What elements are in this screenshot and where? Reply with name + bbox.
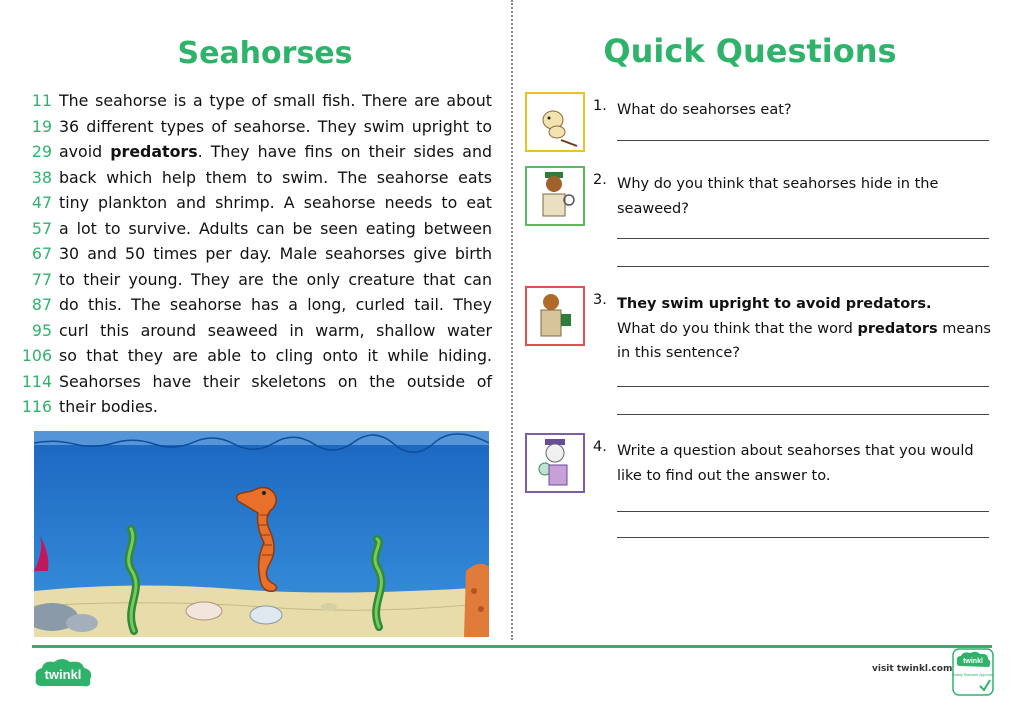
word-count: 95 <box>31 320 52 340</box>
passage-line <box>10 369 492 395</box>
answer-line[interactable] <box>617 511 989 512</box>
line-text: curl this around seaweed in warm, shallow water <box>59 320 492 340</box>
question-number: 4. <box>593 439 607 455</box>
word-count: 57 <box>31 218 52 238</box>
line-text: to their young. They are the only creature that can <box>59 269 492 289</box>
question-number: 1. <box>593 98 607 114</box>
questions-title: Quick Questions <box>603 32 897 70</box>
question-text-part: What do you think that the word <box>617 320 858 337</box>
line-text: so that they are able to cling onto it while hiding. <box>59 346 492 365</box>
answer-line[interactable] <box>617 537 989 538</box>
line-text: a lot to survive. Adults can be seen eating between <box>59 218 492 238</box>
answer-line[interactable] <box>617 266 989 267</box>
passage-line <box>10 343 492 369</box>
dog-reader-icon <box>525 286 585 346</box>
passage-title: Seahorses <box>177 36 353 71</box>
passage-line <box>10 394 492 420</box>
passage-line <box>10 241 492 267</box>
line-text: 30 and 50 times per day. Male seahorses give birth <box>59 244 492 263</box>
word-count: 38 <box>31 167 52 187</box>
question-text: What do seahorses eat? <box>617 102 792 118</box>
question-text-part: means in this sentence? <box>617 320 991 361</box>
answer-line[interactable] <box>617 414 989 415</box>
answer-line[interactable] <box>617 140 989 141</box>
twinkl-logo[interactable] <box>34 656 94 690</box>
word-count: 87 <box>31 295 52 314</box>
line-text: tiny plankton and shrimp. A seahorse needs to eat <box>59 193 492 212</box>
cat-crystal-ball-icon <box>525 433 585 493</box>
passage-line <box>10 267 492 293</box>
reading-passage <box>10 88 492 420</box>
dog-detective-icon <box>525 92 585 152</box>
line-text: do this. The seahorse has a long, curled tail. They <box>59 295 492 314</box>
line-text: back which help them to swim. The seahorse eats <box>59 167 492 187</box>
word-count: 29 <box>31 142 52 161</box>
line-text: 36 different types of seahorse. They swim upright to <box>59 116 492 136</box>
line-text: The seahorse is a type of small fish. There are about <box>59 91 492 110</box>
word-count: 11 <box>31 91 52 110</box>
keyword-predators: predators <box>110 142 198 161</box>
passage-line <box>10 139 492 165</box>
question-text <box>617 292 992 366</box>
passage-line <box>10 216 492 242</box>
question-number: 2. <box>593 172 607 188</box>
passage-line <box>10 165 492 191</box>
passage-line <box>10 114 492 140</box>
line-text: Seahorses have their skeletons on the outside of <box>59 371 492 391</box>
question-number: 3. <box>593 292 607 308</box>
badge-text: Quality Standard Approved <box>952 673 994 677</box>
passage-line <box>10 88 492 114</box>
answer-line[interactable] <box>617 386 989 387</box>
line-text-part: . They have fins on their sides and <box>197 142 492 161</box>
page-divider <box>511 0 513 640</box>
passage-line <box>10 292 492 318</box>
answer-line[interactable] <box>617 238 989 239</box>
line-text-part: avoid <box>59 142 111 161</box>
keyword-predators: predators <box>857 320 938 337</box>
underwater-scene <box>34 431 489 637</box>
word-count: 77 <box>31 269 52 289</box>
word-count: 19 <box>31 116 52 136</box>
line-text <box>59 139 492 165</box>
quoted-sentence: They swim upright to avoid predators. <box>617 296 932 312</box>
question-text: Write a question about seahorses that you would like to find out the answer to. <box>617 443 974 484</box>
line-text: their bodies. <box>59 397 158 416</box>
word-count: 67 <box>31 244 52 263</box>
logo-text: twinkl <box>44 667 82 682</box>
word-count: 47 <box>31 193 52 212</box>
visit-link[interactable]: visit twinkl.com <box>872 664 953 674</box>
word-count: 116 <box>21 397 52 416</box>
badge-title: twinkl <box>963 658 983 665</box>
bear-explorer-icon <box>525 166 585 226</box>
passage-line <box>10 190 492 216</box>
passage-line <box>10 318 492 344</box>
seahorse-illustration <box>34 431 489 637</box>
footer-rule <box>32 645 992 648</box>
word-count: 106 <box>21 346 52 365</box>
question-text: Why do you think that seahorses hide in the seaweed? <box>617 176 939 217</box>
word-count: 114 <box>21 371 52 391</box>
quality-badge <box>952 648 994 696</box>
